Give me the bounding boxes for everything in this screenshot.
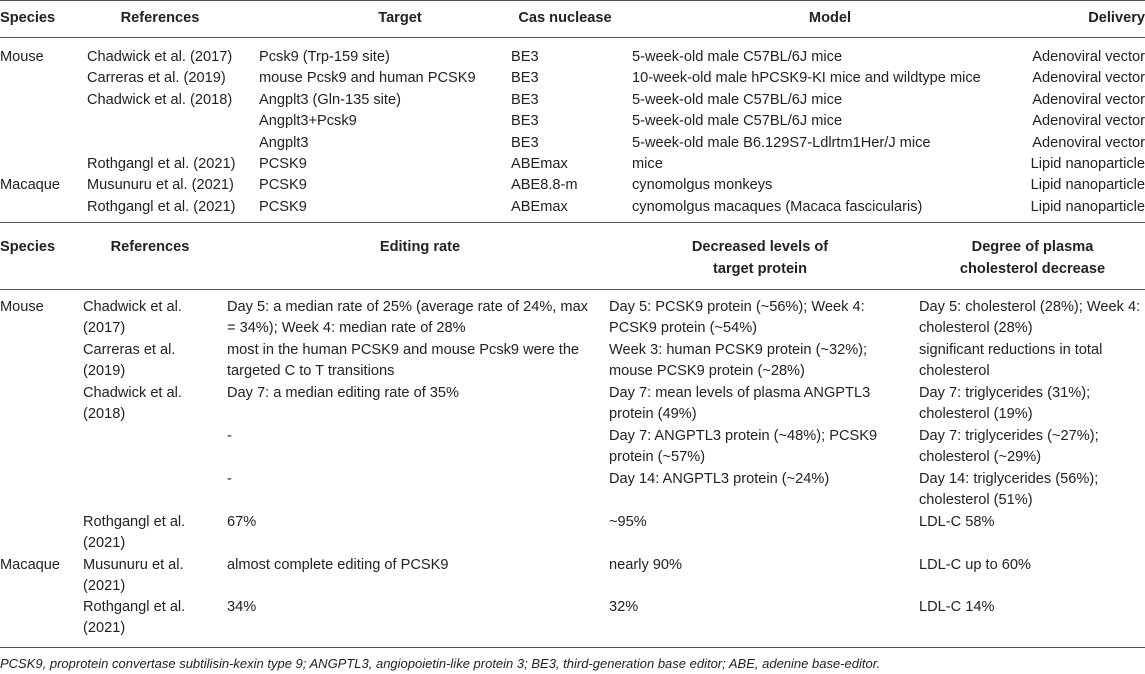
table2-chol-cell: Day 7: triglycerides (31%);	[919, 385, 1091, 401]
table1-delivery-cell: Adenoviral vector	[1032, 91, 1145, 108]
table2-header-cell: Decreased levels of	[691, 239, 829, 255]
table1-header-cell: Target	[378, 10, 422, 26]
table2-ref-cell: (2017)	[83, 320, 126, 337]
table2-protein-cell: protein (49%)	[609, 406, 697, 423]
table2-header-cell: Degree of plasma	[971, 239, 1094, 255]
table2-chol-cell: cholesterol (28%)	[919, 320, 1033, 337]
table2-ref-cell: (2018)	[83, 406, 126, 423]
table2-edit-cell: most in the human PCSK9 and mouse Pcsk9 were the	[227, 342, 580, 358]
table2-chol-cell: significant reductions in total	[919, 342, 1103, 358]
table2-edit-cell: Day 5: a median rate of 25% (average rate of 24%, max	[227, 299, 588, 315]
table1-species-cell: Mouse	[0, 49, 44, 65]
table1-header-cell: References	[120, 10, 200, 26]
table1-bottom-rule	[0, 222, 1145, 223]
table2-chol-cell: LDL-C 58%	[919, 514, 995, 530]
table1-delivery-cell: Lipid nanoparticle	[1030, 156, 1145, 172]
table1-cas-cell: BE3	[511, 134, 539, 151]
table2-ref-cell: (2021)	[83, 535, 126, 552]
table1-cas-cell: BE3	[511, 113, 539, 130]
table2-header-cell: References	[110, 239, 190, 255]
table2-species-cell: Mouse	[0, 299, 44, 315]
table2-edit-cell: = 34%); Week 4: median rate of 28%	[227, 320, 466, 337]
table1-model-cell: 5-week-old male C57BL/6J mice	[632, 91, 843, 108]
table2-ref-cell: Rothgangl et al.	[83, 599, 186, 615]
table2-protein-cell: mouse PCSK9 protein (~28%)	[609, 363, 805, 380]
table2-edit-cell: -	[227, 428, 232, 444]
table2-ref-cell: Rothgangl et al.	[83, 514, 186, 530]
table1-cas-cell: ABEmax	[511, 156, 568, 172]
table1-ref-cell: Rothgangl et al. (2021)	[87, 198, 236, 215]
table1-model-cell: mice	[632, 156, 663, 172]
table1-species-cell: Macaque	[0, 177, 61, 194]
table2-edit-cell: almost complete editing of PCSK9	[227, 557, 449, 573]
table2-bottom-rule	[0, 647, 1145, 648]
table2-chol-cell: cholesterol	[919, 363, 990, 380]
table1-top-rule	[0, 0, 1145, 1]
table2-protein-cell: nearly 90%	[609, 557, 683, 573]
table1-delivery-cell: Lipid nanoparticle	[1030, 177, 1145, 194]
table1-ref-cell: Rothgangl et al. (2021)	[87, 156, 236, 172]
table1-header-cell: Delivery	[1088, 10, 1145, 26]
table1-target-cell: mouse Pcsk9 and human PCSK9	[259, 70, 476, 87]
table2-protein-cell: PCSK9 protein (~54%)	[609, 320, 758, 337]
table2-protein-cell: Week 3: human PCSK9 protein (~32%);	[609, 342, 868, 358]
table1-header-cell: Cas nuclease	[518, 10, 612, 26]
table2-chol-cell: cholesterol (~29%)	[919, 449, 1042, 466]
table2-ref-cell: Carreras et al.	[83, 342, 176, 358]
table2-ref-cell: Chadwick et al.	[83, 299, 182, 315]
table2-chol-cell: LDL-C up to 60%	[919, 557, 1031, 573]
table2-header-cell: Species	[0, 239, 56, 255]
table2-ref-cell: (2019)	[83, 363, 126, 380]
table2-chol-cell: Day 7: triglycerides (~27%);	[919, 428, 1099, 444]
table1-cas-cell: ABEmax	[511, 198, 568, 215]
table2-edit-cell: -	[227, 471, 232, 487]
table1-target-cell: PCSK9	[259, 198, 307, 215]
table2-chol-cell: cholesterol (19%)	[919, 406, 1033, 423]
table1-target-cell: Angplt3+Pcsk9	[259, 113, 357, 130]
table1-header-cell: Model	[808, 10, 852, 26]
table1-model-cell: 10-week-old male hPCSK9-KI mice and wildtype mice	[632, 70, 981, 87]
table2-edit-cell: Day 7: a median editing rate of 35%	[227, 385, 460, 401]
table2-protein-cell: Day 5: PCSK9 protein (~56%); Week 4:	[609, 299, 865, 315]
table1-target-cell: Pcsk9 (Trp-159 site)	[259, 49, 390, 65]
table2-header-cell: cholesterol decrease	[959, 260, 1106, 277]
table1-delivery-cell: Adenoviral vector	[1032, 113, 1145, 130]
table1-ref-cell: Chadwick et al. (2017)	[87, 49, 233, 65]
table1-cas-cell: BE3	[511, 91, 539, 108]
table2-ref-cell: (2021)	[83, 578, 126, 595]
table1-ref-cell: Musunuru et al. (2021)	[87, 177, 234, 194]
table1-delivery-cell: Adenoviral vector	[1032, 70, 1145, 87]
table1-model-cell: 5-week-old male B6.129S7-Ldlrtm1Her/J mice	[632, 134, 931, 151]
table2-header-rule	[0, 289, 1145, 290]
table2-ref-cell: Musunuru et al.	[83, 557, 184, 573]
table1-ref-cell: Carreras et al. (2019)	[87, 70, 226, 87]
table1-cas-cell: BE3	[511, 70, 539, 87]
table2-header-cell: target protein	[712, 260, 808, 277]
table2-chol-cell: Day 14: triglycerides (56%);	[919, 471, 1099, 487]
table1-cas-cell: ABE8.8-m	[511, 177, 578, 194]
table1-header-rule	[0, 37, 1145, 38]
table1-header-cell: Species	[0, 10, 56, 26]
table2-ref-cell: Chadwick et al.	[83, 385, 182, 401]
table2-header-cell: Editing rate	[379, 239, 461, 255]
table2-protein-cell: protein (~57%)	[609, 449, 706, 466]
table2-protein-cell: Day 14: ANGPTL3 protein (~24%)	[609, 471, 830, 487]
table1-delivery-cell: Lipid nanoparticle	[1030, 198, 1145, 215]
table2-species-cell: Macaque	[0, 557, 61, 573]
table2-protein-cell: ~95%	[609, 514, 647, 530]
table1-model-cell: cynomolgus monkeys	[632, 177, 773, 194]
table1-target-cell: Angplt3 (Gln-135 site)	[259, 91, 401, 108]
table2-edit-cell: 34%	[227, 599, 257, 615]
table2-chol-cell: Day 5: cholesterol (28%); Week 4:	[919, 299, 1141, 315]
table1-model-cell: 5-week-old male C57BL/6J mice	[632, 113, 843, 130]
table1-model-cell: 5-week-old male C57BL/6J mice	[632, 49, 843, 65]
table1-cas-cell: BE3	[511, 49, 539, 65]
table1-target-cell: PCSK9	[259, 156, 307, 172]
table2-protein-cell: Day 7: mean levels of plasma ANGPTL3	[609, 385, 871, 401]
table1-target-cell: Angplt3	[259, 134, 309, 151]
table1-ref-cell: Chadwick et al. (2018)	[87, 91, 233, 108]
table2-chol-cell: cholesterol (51%)	[919, 492, 1033, 509]
table2-ref-cell: (2021)	[83, 620, 126, 637]
table2-chol-cell: LDL-C 14%	[919, 599, 995, 615]
table2-protein-cell: 32%	[609, 599, 639, 615]
table2-protein-cell: Day 7: ANGPTL3 protein (~48%); PCSK9	[609, 428, 878, 444]
table1-model-cell: cynomolgus macaques (Macaca fascicularis)	[632, 198, 923, 215]
table2-edit-cell: 67%	[227, 514, 257, 530]
table1-delivery-cell: Adenoviral vector	[1032, 49, 1145, 65]
table1-delivery-cell: Adenoviral vector	[1032, 134, 1145, 151]
table1-target-cell: PCSK9	[259, 177, 307, 194]
table2-edit-cell: targeted C to T transitions	[227, 363, 395, 380]
table-footnote: PCSK9, proprotein convertase subtilisin-kexin type 9; ANGPTL3, angiopoietin-like protein 3; BE3, third-generation base editor; ABE, adenine base-editor.	[0, 656, 881, 671]
